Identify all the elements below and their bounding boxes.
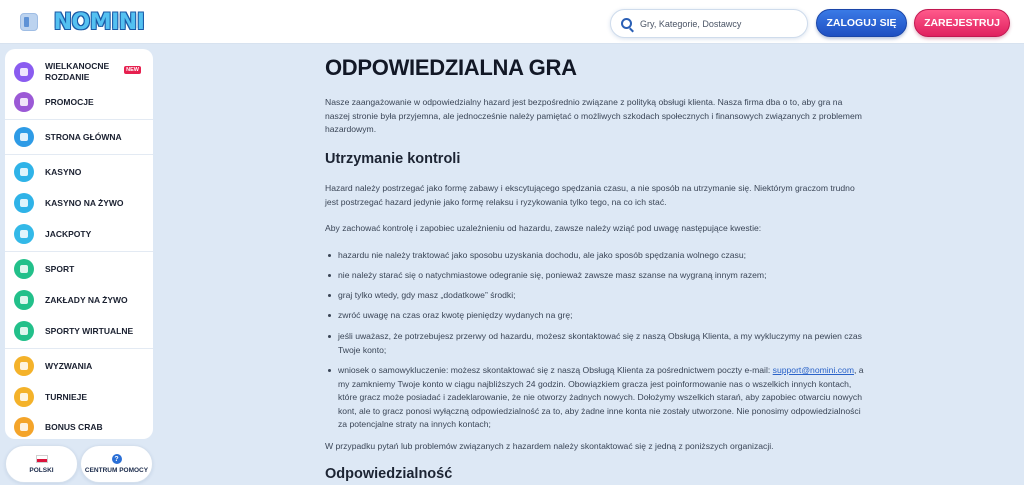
tournaments-icon bbox=[14, 387, 34, 407]
sidebar-item-challenges[interactable] bbox=[5, 354, 153, 378]
self-exclusion-text: wniosek o samowykluczenie: możesz skontaktować się z naszą Obsługą Klienta za pośrednictwem poczty e-mail: bbox=[338, 365, 773, 375]
sidebar-item-label: PROMOCJE bbox=[45, 96, 94, 107]
control-paragraph-1: Hazard należy postrzegać jako formę zabawy i ekscytującego spędzania czasu, a nie sposób na utrzymanie się. Niektórym graczom trudno jest postrzegać hazard jedynie jako formę relaksu i ryzykowania tylko tego, na co ich stać. bbox=[325, 183, 855, 207]
section-heading-control: Utrzymanie kontroli bbox=[325, 151, 461, 167]
search-icon bbox=[621, 18, 632, 29]
sidebar-item-live-casino[interactable] bbox=[5, 191, 153, 215]
sidebar-item-jackpots[interactable] bbox=[5, 222, 153, 246]
sidebar-item-sport[interactable] bbox=[5, 257, 153, 281]
list-item: zwróć uwagę na czas oraz kwotę pieniędzy wydanych na grę; bbox=[325, 309, 865, 323]
sidebar-item-label: SPORT bbox=[45, 263, 75, 274]
sidebar-item-promotions[interactable] bbox=[5, 90, 153, 114]
search-input[interactable] bbox=[640, 19, 790, 29]
help-icon: ? bbox=[112, 454, 122, 464]
sidebar-item-label: STRONA GŁÓWNA bbox=[45, 131, 122, 142]
sidebar-item-bonus-crab[interactable] bbox=[5, 415, 153, 439]
easter-egg-icon bbox=[14, 62, 34, 82]
list-item: jeśli uważasz, że potrzebujesz przerwy od hazardu, możesz skontaktować się z naszą Obsługą Klienta, a my wykluczymy na pewien czas Twoje konto; bbox=[325, 330, 865, 357]
sidebar-item-label: TURNIEJE bbox=[45, 391, 88, 402]
support-email-link[interactable]: support@nomini.com bbox=[772, 365, 854, 375]
poland-flag-icon bbox=[36, 455, 48, 463]
sidebar-item-label: JACKPOTY bbox=[45, 228, 92, 239]
sidebar-item-tournaments[interactable] bbox=[5, 385, 153, 409]
sidebar-item-label: SPORTY WIRTUALNE bbox=[45, 325, 134, 336]
divider bbox=[5, 119, 153, 120]
sidebar-item-label: KASYNO bbox=[45, 166, 82, 177]
help-center-label: CENTRUM POMOCY bbox=[84, 467, 149, 474]
search-box[interactable] bbox=[610, 9, 808, 38]
list-item: graj tylko wtedy, gdy masz „dodatkowe” środki; bbox=[325, 289, 865, 303]
live-casino-icon bbox=[14, 193, 34, 213]
bonus-crab-icon bbox=[14, 417, 34, 437]
list-item: hazardu nie należy traktować jako sposobu uzyskania dochodu, ale jako sposób spędzania wolnego czasu; bbox=[325, 249, 865, 263]
live-betting-icon bbox=[14, 290, 34, 310]
logo[interactable]: NOMINI bbox=[53, 9, 145, 35]
sidebar-item-home[interactable] bbox=[5, 125, 153, 149]
help-center-button[interactable] bbox=[80, 445, 153, 483]
list-item bbox=[325, 364, 865, 432]
home-icon bbox=[14, 127, 34, 147]
sidebar bbox=[5, 49, 153, 439]
sidebar-item-label: KASYNO NA ŻYWO bbox=[45, 197, 124, 208]
page-title: ODPOWIEDZIALNA GRA bbox=[325, 55, 577, 80]
top-header bbox=[0, 0, 1024, 44]
sidebar-item-label: WYZWANIA bbox=[45, 360, 93, 371]
organizations-paragraph: W przypadku pytań lub problemów związanych z hazardem należy skontaktować się z jedną z poniższych organizacji. bbox=[325, 441, 774, 451]
virtual-sports-icon bbox=[14, 321, 34, 341]
divider bbox=[5, 154, 153, 155]
control-paragraph-2: Aby zachować kontrolę i zapobiec uzależnieniu od hazardu, zawsze należy wziąć pod uwagę następujące kwestie: bbox=[325, 223, 762, 233]
register-button[interactable]: ZAREJESTRUJ bbox=[914, 9, 1010, 37]
sidebar-item-live-betting[interactable] bbox=[5, 288, 153, 312]
sidebar-item-label: BONUS CRAB bbox=[45, 421, 103, 432]
sidebar-item-easter-giveaway[interactable] bbox=[5, 54, 153, 90]
sidebar-item-label: ZAKŁADY NA ŻYWO bbox=[45, 294, 128, 305]
sidebar-item-label: WIELKANOCNE bbox=[45, 61, 110, 71]
challenges-icon bbox=[14, 356, 34, 376]
sidebar-toggle-icon[interactable] bbox=[20, 13, 38, 31]
sidebar-item-casino[interactable] bbox=[5, 160, 153, 184]
intro-paragraph: Nasze zaangażowanie w odpowiedzialny hazard jest bezpośrednio związane z polityką obsługi klienta. Nasza firma dba o to, aby gra na naszej stronie była przyjemna, ale jednocześnie należy pamiętać o możliwych szkodach społecznych i finansowych związanych z problemem hazardowym. bbox=[325, 97, 862, 134]
new-badge: NEW bbox=[126, 67, 139, 73]
language-label: POLSKI bbox=[29, 466, 54, 474]
sidebar-item-virtual-sports[interactable] bbox=[5, 319, 153, 343]
sport-icon bbox=[14, 259, 34, 279]
casino-icon bbox=[14, 162, 34, 182]
list-item: nie należy starać się o natychmiastowe odegranie się, ponieważ zawsze masz szanse na wygraną innym razem; bbox=[325, 269, 865, 283]
login-button[interactable]: ZALOGUJ SIĘ bbox=[816, 9, 907, 37]
divider bbox=[5, 348, 153, 349]
language-button[interactable] bbox=[5, 445, 78, 483]
section-heading-responsibility: Odpowiedzialność bbox=[325, 466, 453, 482]
self-exclusion-text-cont: , a my zamkniemy Twoje konto w ciągu najbliższych 24 godzin. Obowiązkiem gracza jest poinformowanie nas o wszelkich innych kontach, które gracz może posiadać i zadeklarowanie, że nie otworzy żadnych nowych. Dołożymy wszelkich starań, aby zapobiec otwarciu nowych kont, ale to gracz ponosi wyłączną odpowiedzialność za to, aby żadne inne konta nie zostały utworzone. Nie ponosimy odpowiedzialności za potencjalne straty na innych kontach; bbox=[338, 365, 864, 429]
gift-icon bbox=[14, 92, 34, 112]
divider bbox=[5, 251, 153, 252]
sidebar-item-label-line2: ROZDANIE bbox=[45, 72, 90, 82]
jackpot-icon bbox=[14, 224, 34, 244]
